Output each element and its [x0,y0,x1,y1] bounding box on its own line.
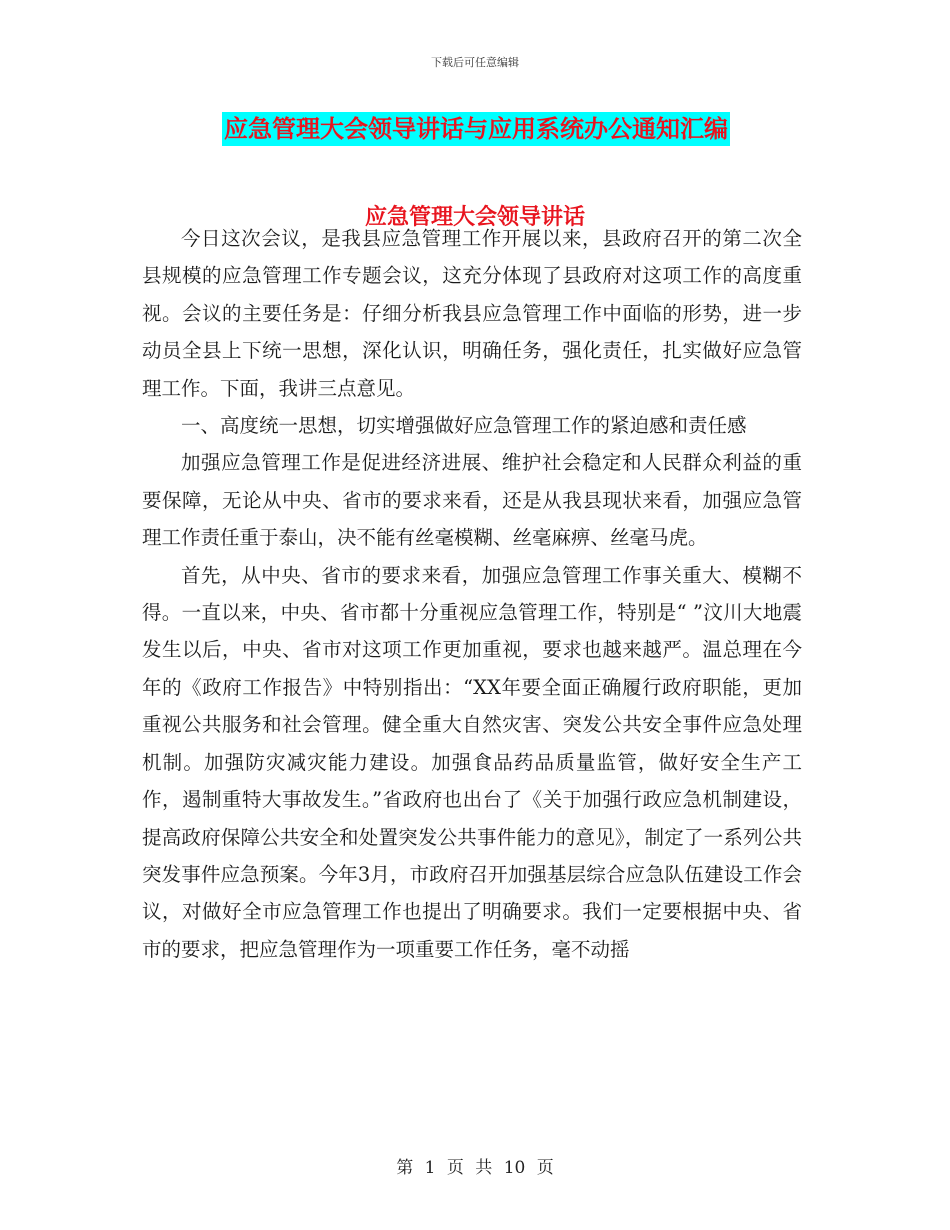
page-indicator: 第 1 页 共 10 页 [396,1158,554,1178]
paragraph-intro: 今日这次会议，是我县应急管理工作开展以来，县政府召开的第二次全县规模的应急管理工作专题会议，这充分体现了县政府对这项工作的高度重视。会议的主要任务是：仔细分析我县应急管理工作中面临的形势，进一步动员全县上下统一思想，深化认识，明确任务，强化责任，扎实做好应急管理工作。下面，我讲三点意见。 [142,227,802,400]
paragraph-first-point: 首先，从中央、省市的要求来看，加强应急管理工作事关重大、模糊不得。一直以来，中央、省市都十分重视应急管理工作，特别是“ ”汶川大地震发生以后，中央、省市对这项工作更加重视，要求也越来越严。温总理在今年的《政府工作报告》中特别指出：“XX年要全面正确履行政府职能，更加重视公共服务和社会管理。健全重大自然灾害、突发公共安全事件应急处理机制。加强防灾减灾能力建设。加强食品药品质量监管，做好安全生产工作，遏制重特大事故发生。”省政府也出台了《关于加强行政应急机制建设，提高政府保障公共安全和处置突发公共事件能力的意见》，制定了一系列公共突发事件应急预案。今年3月，市政府召开加强基层综合应急队伍建设工作会议，对做好全市应急管理工作也提出了明确要求。我们一定要根据中央、省市的要求，把应急管理作为一项重要工作任务，毫不动摇 [142,563,802,961]
document-title: 应急管理大会领导讲话与应用系统办公通知汇编 [222,112,730,146]
paragraph-heading-one: 一、高度统一思想，切实增强做好应急管理工作的紧迫感和责任感 [181,414,747,438]
header-note: 下载后可任意编辑 [431,56,519,69]
document-subtitle: 应急管理大会领导讲话 [364,205,585,230]
paragraph-importance: 加强应急管理工作是促进经济进展、维护社会稳定和人民群众利益的重要保障，无论从中央、省市的要求来看，还是从我县现状来看，加强应急管理工作责任重于泰山，决不能有丝毫模糊、丝毫麻痹、丝毫马虎。 [142,451,802,550]
document-body [142,220,802,968]
